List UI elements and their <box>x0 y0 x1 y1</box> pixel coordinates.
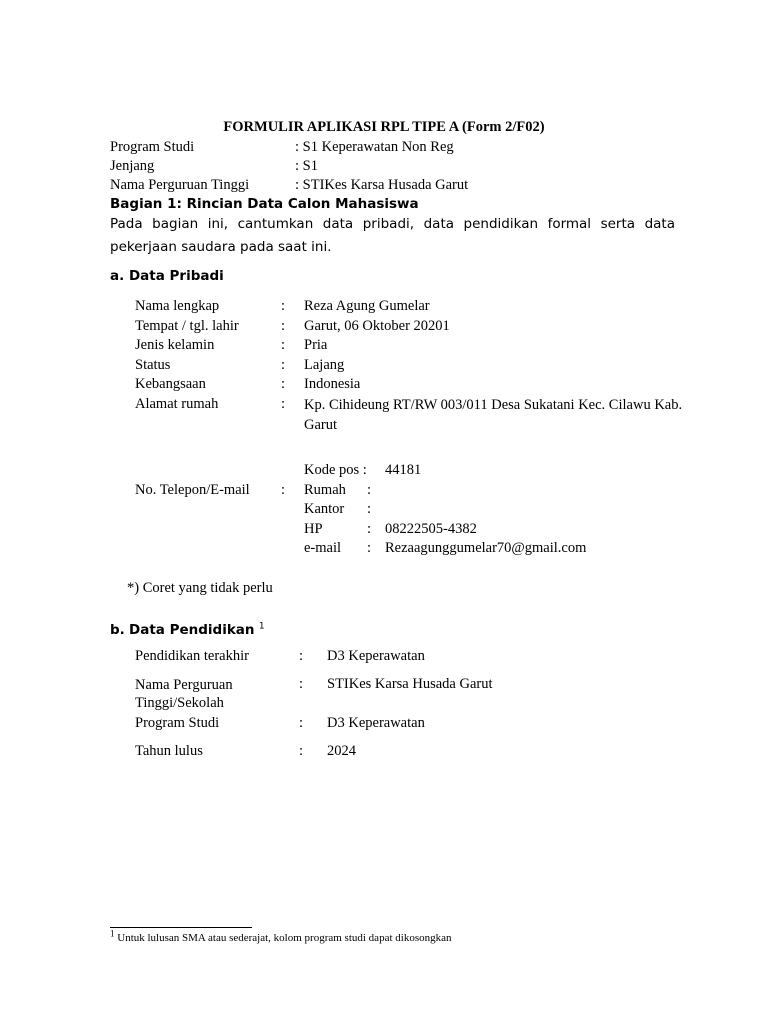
label-tempat-tgl-lahir: Tempat / tgl. lahir <box>135 318 239 334</box>
label-nama-lengkap: Nama lengkap <box>135 298 220 314</box>
header-label-jenjang: Jenjang <box>110 158 155 174</box>
footnote-mark: 1 <box>110 928 115 939</box>
header-label-program-studi: Program Studi <box>110 139 195 155</box>
label-kode-pos: Kode pos : <box>304 462 367 478</box>
label-telepon-email: No. Telepon/E-mail <box>135 482 250 498</box>
label-jenis-kelamin: Jenis kelamin <box>135 337 215 353</box>
colon: : <box>281 337 286 353</box>
label-nama-perguruan: Nama Perguruan Tinggi/Sekolah <box>135 677 233 711</box>
header-value-program-studi: : S1 Keperawatan Non Reg <box>295 139 454 155</box>
colon: : <box>367 540 372 556</box>
footnote-ref: 1 <box>258 621 265 632</box>
colon: : <box>367 501 372 517</box>
value-program-studi: D3 Keperawatan <box>327 715 425 731</box>
colon: : <box>281 298 286 314</box>
footnote-text: Untuk lulusan SMA atau sederajat, kolom program studi dapat dikosongkan <box>114 932 452 944</box>
label-alamat-rumah: Alamat rumah <box>135 396 219 412</box>
data-pendidikan-heading-text: Data Pendidikan <box>129 622 255 638</box>
value-status: Lajang <box>304 357 345 373</box>
value-email: Rezaagunggumelar70@gmail.com <box>385 540 587 556</box>
label-program-studi: Program Studi <box>135 715 220 731</box>
label-kebangsaan: Kebangsaan <box>135 376 206 392</box>
value-tempat-tgl-lahir: Garut, 06 Oktober 20201 <box>304 318 450 334</box>
value-nama-perguruan: STIKes Karsa Husada Garut <box>327 676 493 692</box>
value-nama-lengkap: Reza Agung Gumelar <box>304 298 430 314</box>
colon: : <box>367 521 372 537</box>
header-value-jenjang: : S1 <box>295 158 318 174</box>
section-intro: Pada bagian ini, cantumkan data pribadi, data pendidikan formal serta data pekerjaan saudara pada saat ini. <box>110 216 675 255</box>
section-heading: Bagian 1: Rincian Data Calon Mahasiswa <box>110 196 419 212</box>
value-pendidikan-terakhir: D3 Keperawatan <box>327 648 425 664</box>
header-label-perguruan-tinggi: Nama Perguruan Tinggi <box>110 177 250 193</box>
colon: : <box>281 357 286 373</box>
label-kantor: Kantor <box>304 501 345 517</box>
value-kebangsaan: Indonesia <box>304 376 361 392</box>
colon: : <box>299 648 304 664</box>
value-kode-pos: 44181 <box>385 462 422 478</box>
colon: : <box>299 676 304 692</box>
label-rumah: Rumah <box>304 482 346 498</box>
label-status: Status <box>135 357 171 373</box>
data-pendidikan-heading <box>129 622 265 638</box>
colon: : <box>281 482 286 498</box>
colon: : <box>367 482 372 498</box>
colon: : <box>281 318 286 334</box>
label-email: e-mail <box>304 540 342 556</box>
value-alamat-rumah: Kp. Cihideung RT/RW 003/011 Desa Sukatani Kec. Cilawu Kab. Garut <box>304 397 683 433</box>
form-title: FORMULIR APLIKASI RPL TIPE A (Form 2/F02) <box>223 119 545 135</box>
label-hp: HP <box>304 521 323 537</box>
colon: : <box>281 396 286 412</box>
label-tahun-lulus: Tahun lulus <box>135 743 203 759</box>
colon: : <box>299 743 304 759</box>
value-hp: 08222505-4382 <box>385 521 477 537</box>
colon: : <box>281 376 286 392</box>
footnote <box>110 928 452 945</box>
data-pribadi-heading: a. Data Pribadi <box>110 268 224 284</box>
label-pendidikan-terakhir: Pendidikan terakhir <box>135 648 249 664</box>
data-pendidikan-prefix: b. <box>110 622 125 638</box>
note-coret: *) Coret yang tidak perlu <box>127 580 273 596</box>
value-tahun-lulus: 2024 <box>327 743 356 759</box>
value-jenis-kelamin: Pria <box>304 337 328 353</box>
footnote-separator <box>110 927 252 928</box>
header-value-perguruan-tinggi: : STIKes Karsa Husada Garut <box>295 177 469 193</box>
colon: : <box>299 715 304 731</box>
